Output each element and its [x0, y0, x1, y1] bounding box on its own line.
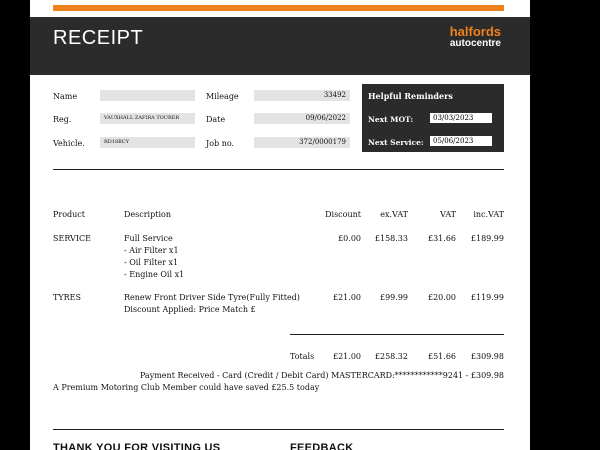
- feedback-heading: FEEDBACK: [290, 442, 354, 450]
- logo-line2: autocentre: [449, 38, 501, 49]
- reg-label: Reg.: [53, 115, 72, 124]
- mileage-value: 33492: [254, 90, 350, 101]
- row-product: SERVICE: [53, 234, 91, 243]
- header-discount: Discount: [325, 210, 361, 219]
- reminders-title: Helpful Reminders: [368, 91, 453, 101]
- page-title: RECEIPT: [53, 27, 144, 49]
- helpful-reminders-panel: [362, 84, 504, 152]
- logo-line1: halfords: [449, 24, 501, 39]
- divider: [53, 169, 504, 170]
- vehicle-label: Vehicle.: [53, 139, 85, 148]
- totals-exvat: £258.32: [374, 352, 408, 361]
- row-incvat: £189.99: [470, 234, 504, 243]
- header-incvat: inc.VAT: [473, 210, 504, 219]
- vehicle-value: RD18BCY: [100, 137, 195, 148]
- row-exvat: £158.33: [374, 234, 408, 243]
- date-label: Date: [206, 115, 226, 124]
- orange-accent-bar: [53, 5, 504, 11]
- halfords-logo: [450, 25, 501, 49]
- row-vat: £31.66: [428, 234, 456, 243]
- row-desc-line: - Air Filter x1: [124, 246, 179, 255]
- row-exvat: £99.99: [380, 293, 408, 302]
- totals-label: Totals: [290, 352, 315, 361]
- next-mot-value: 03/03/2023: [430, 113, 492, 123]
- row-desc-line: Renew Front Driver Side Tyre(Fully Fitted): [124, 293, 300, 302]
- job-value: 372/0000179: [254, 137, 350, 148]
- totals-discount: £21.00: [333, 352, 361, 361]
- next-mot-label: Next MOT:: [368, 115, 414, 124]
- reg-value: VAUXHALL ZAFIRA TOURER: [100, 113, 195, 124]
- header-vat: VAT: [440, 210, 456, 219]
- row-desc-line: Full Service: [124, 234, 173, 243]
- row-discount: £21.00: [333, 293, 361, 302]
- totals-divider: [290, 334, 504, 335]
- row-incvat: £119.99: [470, 293, 504, 302]
- date-value: 09/06/2022: [254, 113, 350, 124]
- thank-you-heading: THANK YOU FOR VISITING US: [53, 442, 221, 450]
- job-label: Job no.: [206, 139, 235, 148]
- row-desc-line: - Engine Oil x1: [124, 270, 185, 279]
- row-vat: £20.00: [428, 293, 456, 302]
- header-description: Description: [124, 210, 171, 219]
- row-desc-line: Discount Applied: Price Match £: [124, 305, 256, 314]
- totals-vat: £51.66: [428, 352, 456, 361]
- receipt-document: [30, 0, 530, 450]
- footer-divider: [53, 429, 504, 430]
- header-exvat: ex.VAT: [380, 210, 408, 219]
- name-value: [100, 90, 195, 101]
- club-savings-line: A Premium Motoring Club Member could have saved £25.5 today: [53, 383, 320, 392]
- row-product: TYRES: [53, 293, 81, 302]
- next-service-label: Next Service:: [368, 138, 424, 147]
- name-label: Name: [53, 92, 78, 101]
- payment-line: Payment Received - Card (Credit / Debit Card) MASTERCARD:************9241 - £309.98: [139, 371, 504, 380]
- row-desc-line: - Oil Filter x1: [124, 258, 179, 267]
- totals-incvat: £309.98: [470, 352, 504, 361]
- header-product: Product: [53, 210, 85, 219]
- mileage-label: Mileage: [206, 92, 239, 101]
- next-service-value: 05/06/2023: [430, 136, 492, 146]
- row-discount: £0.00: [338, 234, 361, 243]
